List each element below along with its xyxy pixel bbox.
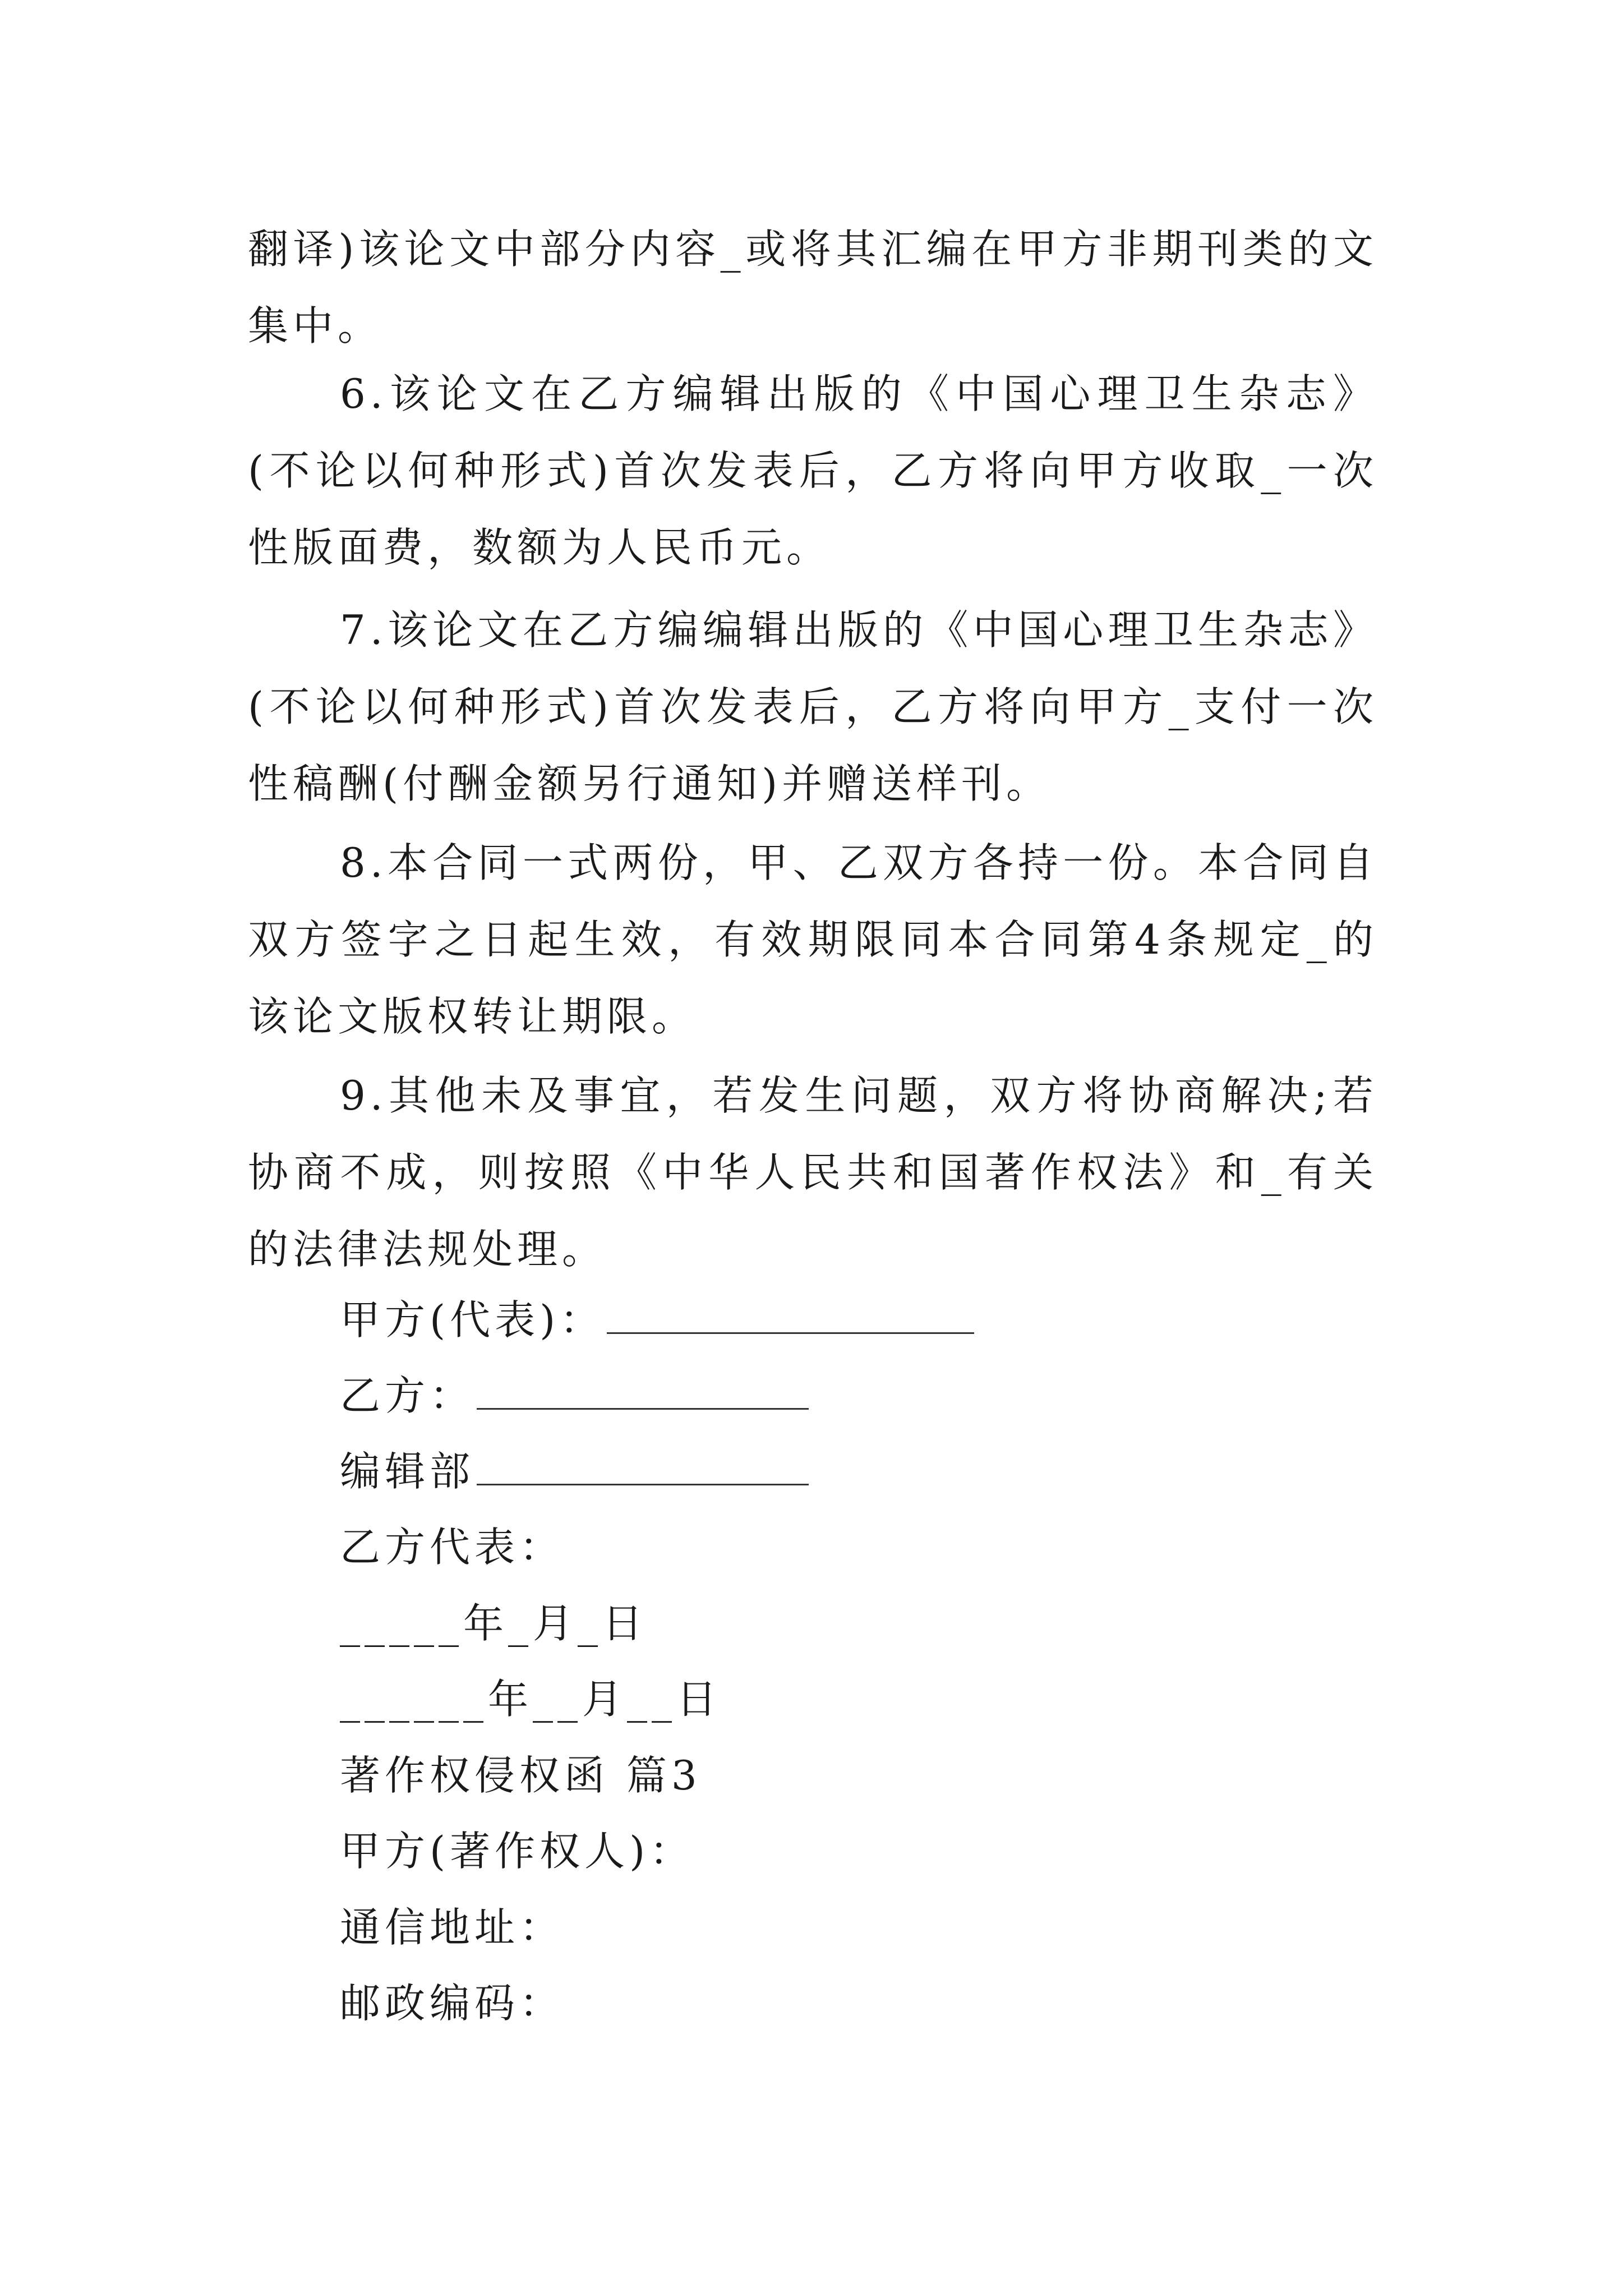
paragraph-continuation: 翻译)该论文中部分内容_或将其汇编在甲方非期刊类的文集中。 — [248, 226, 1378, 349]
editorial-signature-line — [340, 1433, 809, 1510]
party-a-label: 甲方(代表)： — [340, 1296, 605, 1343]
party-b-blank — [477, 1369, 809, 1410]
editorial-blank — [477, 1444, 809, 1485]
paragraph-clause-6: 6.该论文在乙方编辑出版的《中国心理卫生杂志》(不论以何种形式)首次发表后，乙方将向甲方收取_一次性版面费，数额为人民币元。 — [248, 370, 1378, 571]
section-heading: 著作权侵权函 篇3 — [340, 1752, 702, 1799]
paragraph-clause-8: 8.本合同一式两份，甲、乙双方各持一份。本合同自双方签字之日起生效，有效期限同本合同第4条规定_的该论文版权转让期限。 — [248, 839, 1378, 1040]
party-a-signature-line — [340, 1282, 974, 1359]
paragraph-clause-9: 9.其他未及事宜，若发生问题，双方将协商解决;若协商不成，则按照《中华人民共和国著作权法》和_有关的法律法规处理。 — [248, 1072, 1378, 1273]
party-a-blank — [607, 1293, 974, 1334]
editorial-label: 编辑部 — [340, 1448, 475, 1495]
party-a-owner-label: 甲方(著作权人)： — [340, 1828, 695, 1875]
paragraph-clause-7: 7.该论文在乙方编编辑出版的《中国心理卫生杂志》(不论以何种形式)首次发表后，乙方将向甲方_支付一次性稿酬(付酬金额另行通知)并赠送样刊。 — [248, 606, 1378, 807]
postcode-label: 邮政编码： — [340, 1980, 565, 2027]
party-b-label: 乙方： — [340, 1372, 475, 1419]
party-b-signature-line — [340, 1358, 809, 1434]
date-line-1: _____年_月_日 — [340, 1600, 648, 1647]
party-b-rep-label: 乙方代表： — [340, 1524, 565, 1571]
date-line-2: ______年__月__日 — [340, 1676, 722, 1723]
address-label: 通信地址： — [340, 1904, 565, 1951]
